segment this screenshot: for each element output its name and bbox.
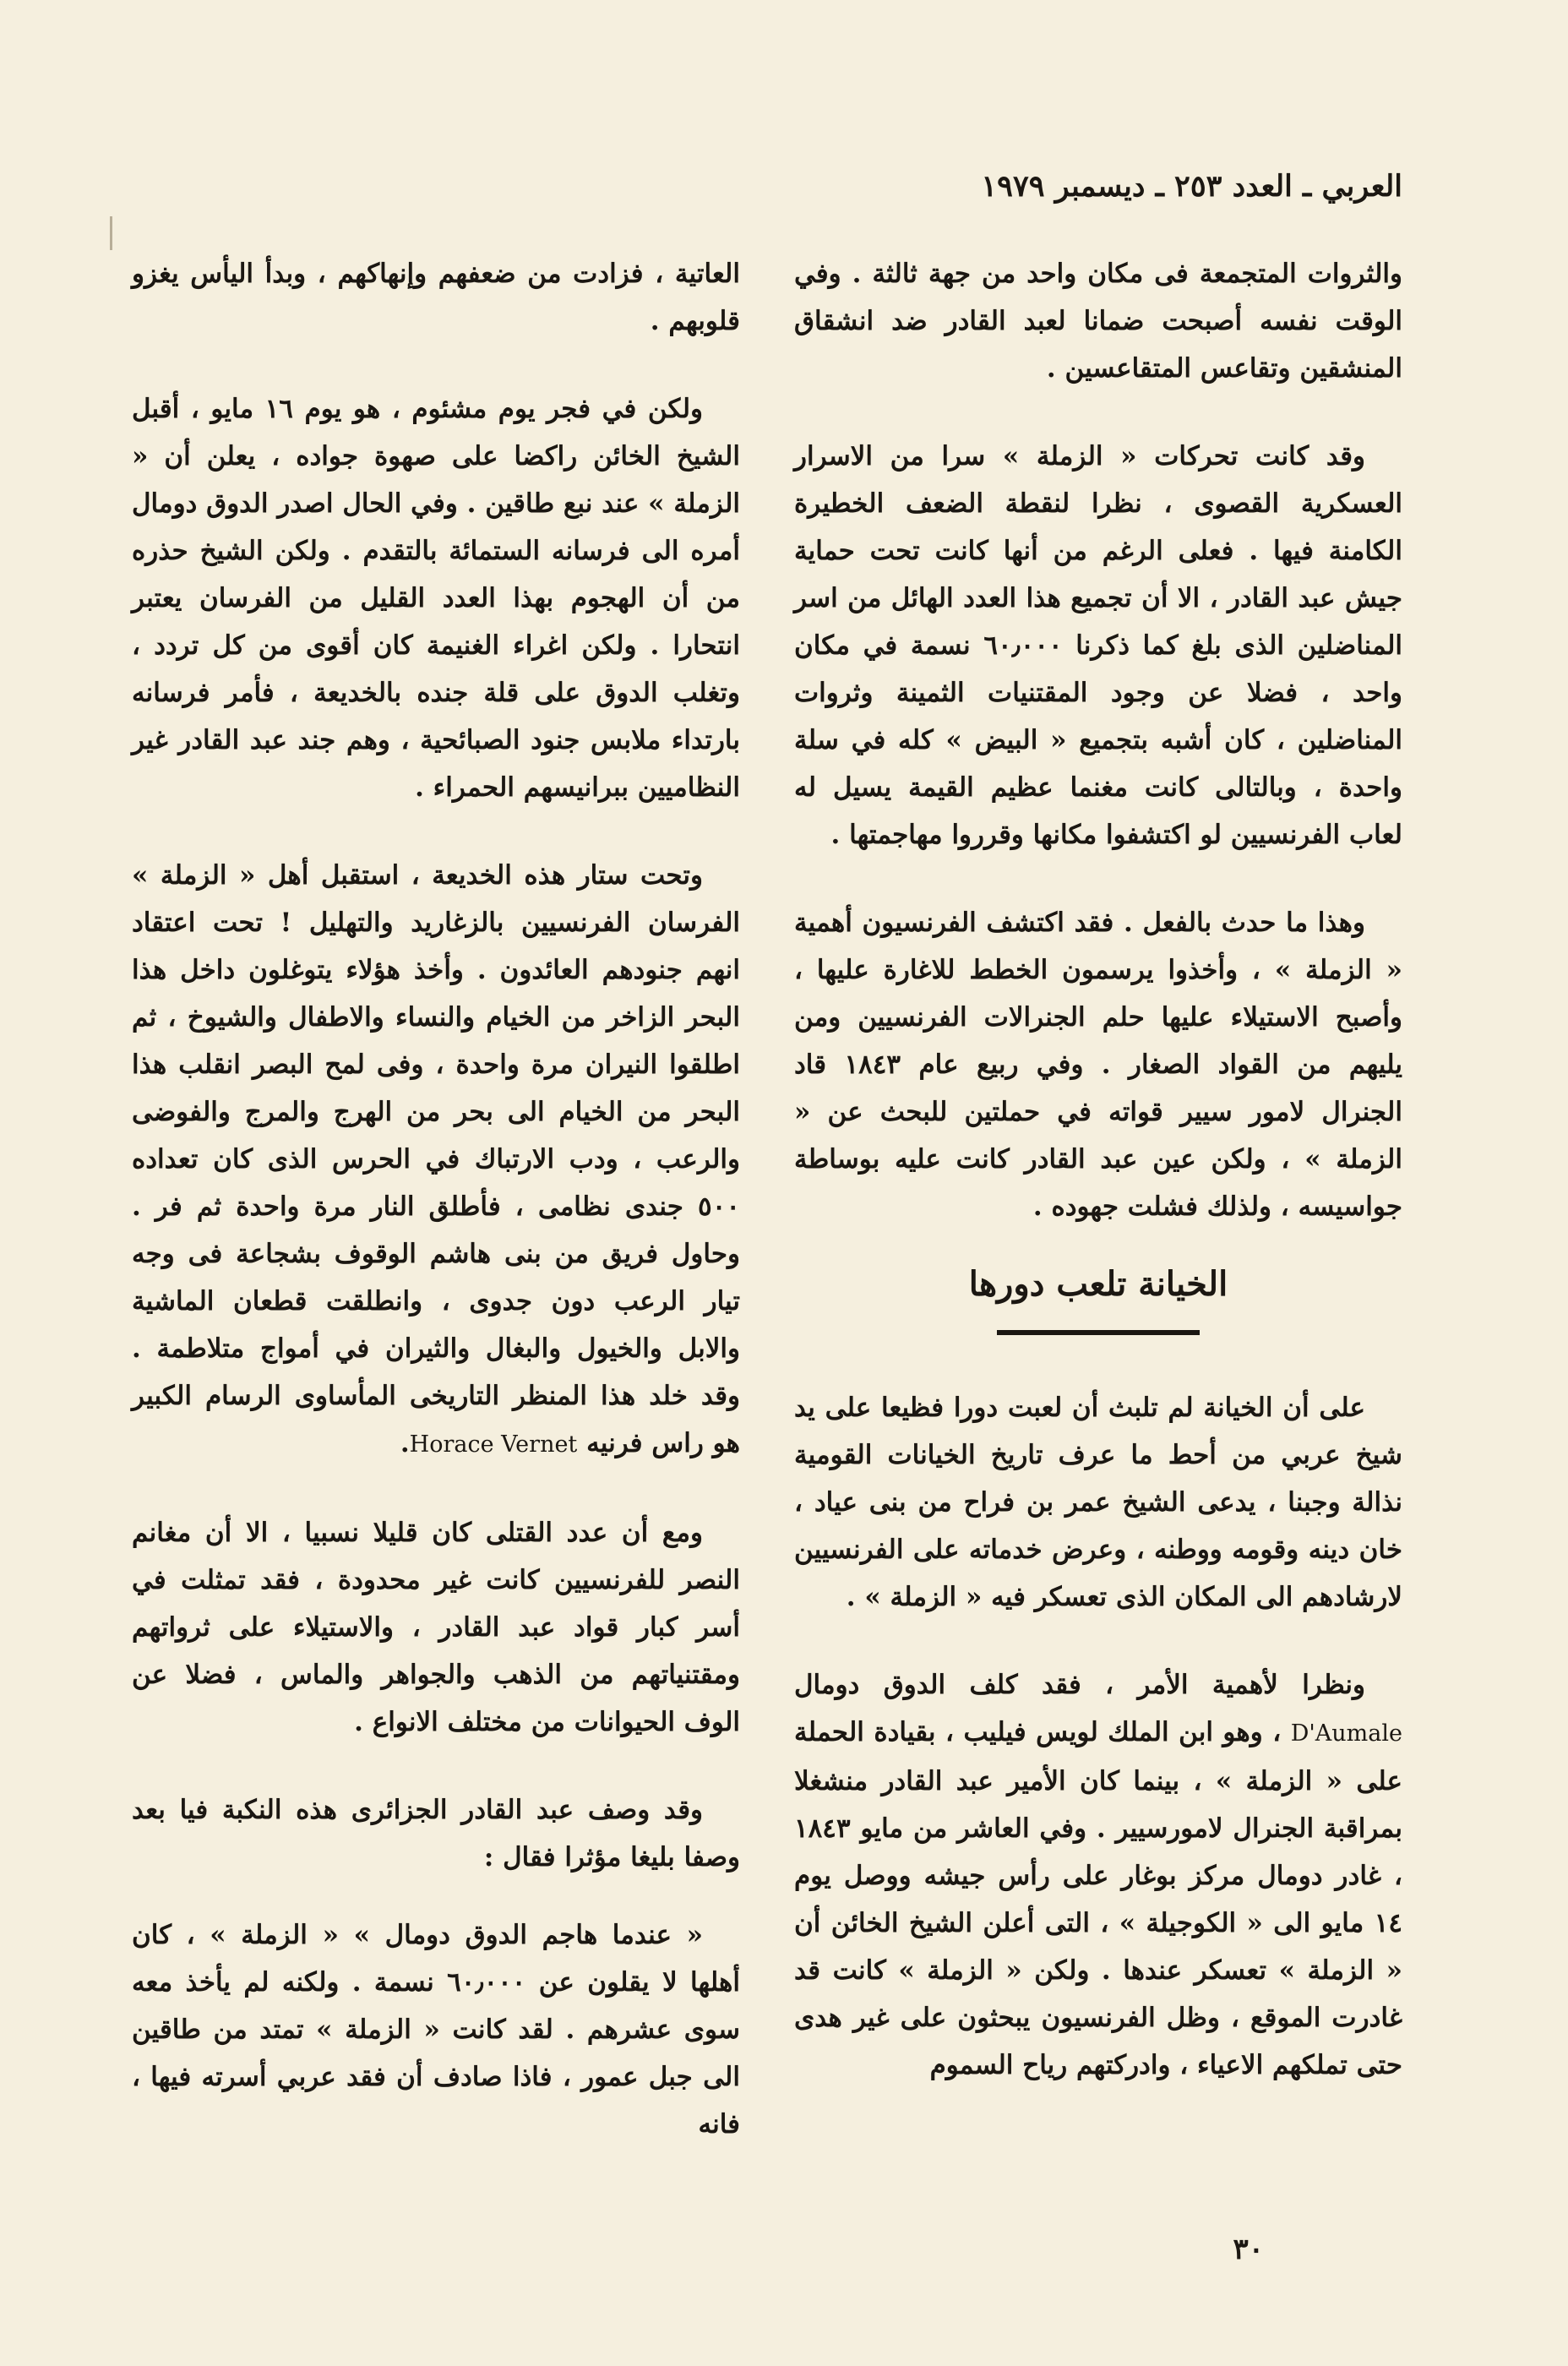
- right-column: [794, 250, 1402, 2129]
- left-column: [132, 250, 740, 2189]
- running-head: العربي ـ العدد ٢٥٣ ـ ديسمبر ١٩٧٩: [981, 169, 1402, 204]
- paragraph-with-latin: [794, 1661, 1402, 2089]
- paragraph-text: وتحت ستار هذه الخديعة ، استقبل أهل « الزملة » الفرسان الفرنسيين بالزغاريد والتهليل ! تحت اعتقاد انهم جنودهم العائدون . وأخذ هؤلاء يتوغلون داخل هذا البحر الزاخر من الخيام والنساء والاطفال والشيوخ ، ثم اطلقوا النيران مرة واحدة ، وفى لمح البصر انقلب هذا البحر من الخيام الى بحر من الهرج والمرج والفوضى والرعب ، ودب الارتباك في الحرس الذى كان تعداده ٥٠٠ جندى نظامى ، فأطلق النار مرة واحدة ثم فر . وحاول فريق من بنى هاشم الوقوف بشجاعة فى وجه تيار الرعب دون جدوى ، وانطلقت قطعان الماشية والابل والخيول والبغال والثيران في أمواج متلاطمة . وقد خلد هذا المنظر التاريخى المأساوى الرسام الكبير هو راس فرنيه: [132, 860, 741, 1458]
- paragraph: وهذا ما حدث بالفعل . فقد اكتشف الفرنسيون أهمية « الزملة » ، وأخذوا يرسمون الخطط للاغارة عليها ، وأصبح الاستيلاء عليها حلم الجنرالات الفرنسيين ومن يليهم من القواد الصغار . وفي ربيع عام ١٨٤٣ قاد الجنرال لامور سيير قواته في حملتين للبحث عن « الزملة » ، ولكن عين عبد القادر كانت عليه بوساطة جواسيسه ، ولذلك فشلت جهوده .: [794, 908, 1402, 1222]
- heading-rule: [997, 1330, 1200, 1335]
- paragraph: وقد وصف عبد القادر الجزائرى هذه النكبة فيا بعد وصفا بليغا مؤثرا فقال :: [132, 1795, 740, 1873]
- paragraph-text: ونظرا لأهمية الأمر ، فقد كلف الدوق دومال: [794, 1670, 1365, 1700]
- paragraph: ومع أن عدد القتلى كان قليلا نسبيا ، الا أن مغانم النصر للفرنسيين كانت غير محدودة ، فقد تمثلت في أسر كبار قواد عبد القادر ، والاستيلاء على ثرواتهم ومقتنياتهم من الذهب والجواهر والماس ، فضلا عن الوف الحيوانات من مختلف الانواع .: [132, 1518, 740, 1737]
- paragraph: ولكن في فجر يوم مشئوم ، هو يوم ١٦ مايو ، أقبل الشيخ الخائن راكضا على صهوة جواده ، يعلن أن « الزملة » عند نبع طاقين . وفي الحال اصدر الدوق دومال أمره الى فرسانه الستمائة بالتقدم . ولكن الشيخ حذره من أن الهجوم بهذا العدد القليل من الفرسان يعتبر انتحارا . ولكن اغراء الغنيمة كان أقوى من كل تردد ، وتغلب الدوق على قلة جنده بالخديعة ، فأمر فرسانه بارتداء ملابس جنود الصبائحية ، وهم جند عبد القادر غير النظاميين ببرانيسهم الحمراء .: [132, 394, 740, 803]
- latin-name: D'Aumale: [1290, 1720, 1402, 1747]
- paragraph: العاتية ، فزادت من ضعفهم وإنهاكهم ، وبدأ اليأس يغزو قلوبهم .: [132, 259, 740, 336]
- gutter-mark: [110, 216, 112, 250]
- latin-name: Horace Vernet: [409, 1431, 578, 1458]
- paragraph: وقد كانت تحركات « الزملة » سرا من الاسرار العسكرية القصوى ، نظرا لنقطة الضعف الخطيرة الكامنة فيها . فعلى الرغم من أنها كانت تحت حماية جيش عبد القادر ، الا أن تجميع هذا العدد الهائل من اسر المناضلين الذى بلغ كما ذكرنا ٦٠٫٠٠٠ نسمة في مكان واحد ، فضلا عن وجود المقتنيات الثمينة وثروات المناضلين ، كان أشبه بتجميع « البيض » كله في سلة واحدة ، وبالتالى كانت مغنما عظيم القيمة يسيل له لعاب الفرنسيين لو اكتشفوا مكانها وقرروا مهاجمتها .: [794, 441, 1402, 850]
- paragraph-text: ، وهو ابن الملك لويس فيليب ، بقيادة الحملة على « الزملة » ، بينما كان الأمير عبد القادر منشغلا بمراقبة الجنرال لامورسيير . وفي العاشر من مايو ١٨٤٣ ، غادر دومال مركز بوغار على رأس جيشه ووصل يوم ١٤ مايو الى « الكوجيلة » ، التى أعلن الشيخ الخائن أن « الزملة » تعسكر عندها . ولكن « الزملة » كانت قد غادرت الموقع ، وظل الفرنسيون يبحثون على غير هدى حتى تملكهم الاعياء ، وادركتهم رياح السموم: [794, 1717, 1402, 2080]
- paragraph: على أن الخيانة لم تلبث أن لعبت دورا فظيعا على يد شيخ عربي من أحط ما عرف تاريخ الخيانات القومية نذالة وجبنا ، يدعى الشيخ عمر بن فراح من بنى عياد ، خان دينه وقومه ووطنه ، وعرض خدماته على الفرنسيين لارشادهم الى المكان الذى تعسكر فيه « الزملة » .: [794, 1393, 1402, 1612]
- paragraph: « عندما هاجم الدوق دومال » « الزملة » ، كان أهلها لا يقلون عن ٦٠٫٠٠٠ نسمة . ولكنه لم يأخذ معه سوى عشرهم . لقد كانت « الزملة » تمتد من طاقين الى جبل عمور ، فاذا صادف أن فقد عربي أسرته فيها ، فانه: [132, 1920, 740, 2140]
- paragraph: والثروات المتجمعة فى مكان واحد من جهة ثالثة . وفي الوقت نفسه أصبحت ضمانا لعبد القادر ضد انشقاق المنشقين وتقاعس المتقاعسين .: [794, 259, 1402, 384]
- paragraph-with-latin: [132, 852, 740, 1469]
- paragraph-text: .: [400, 1428, 410, 1458]
- page-number: ٣٠: [1233, 2232, 1264, 2266]
- section-heading: الخيانة تلعب دورها: [968, 1264, 1228, 1304]
